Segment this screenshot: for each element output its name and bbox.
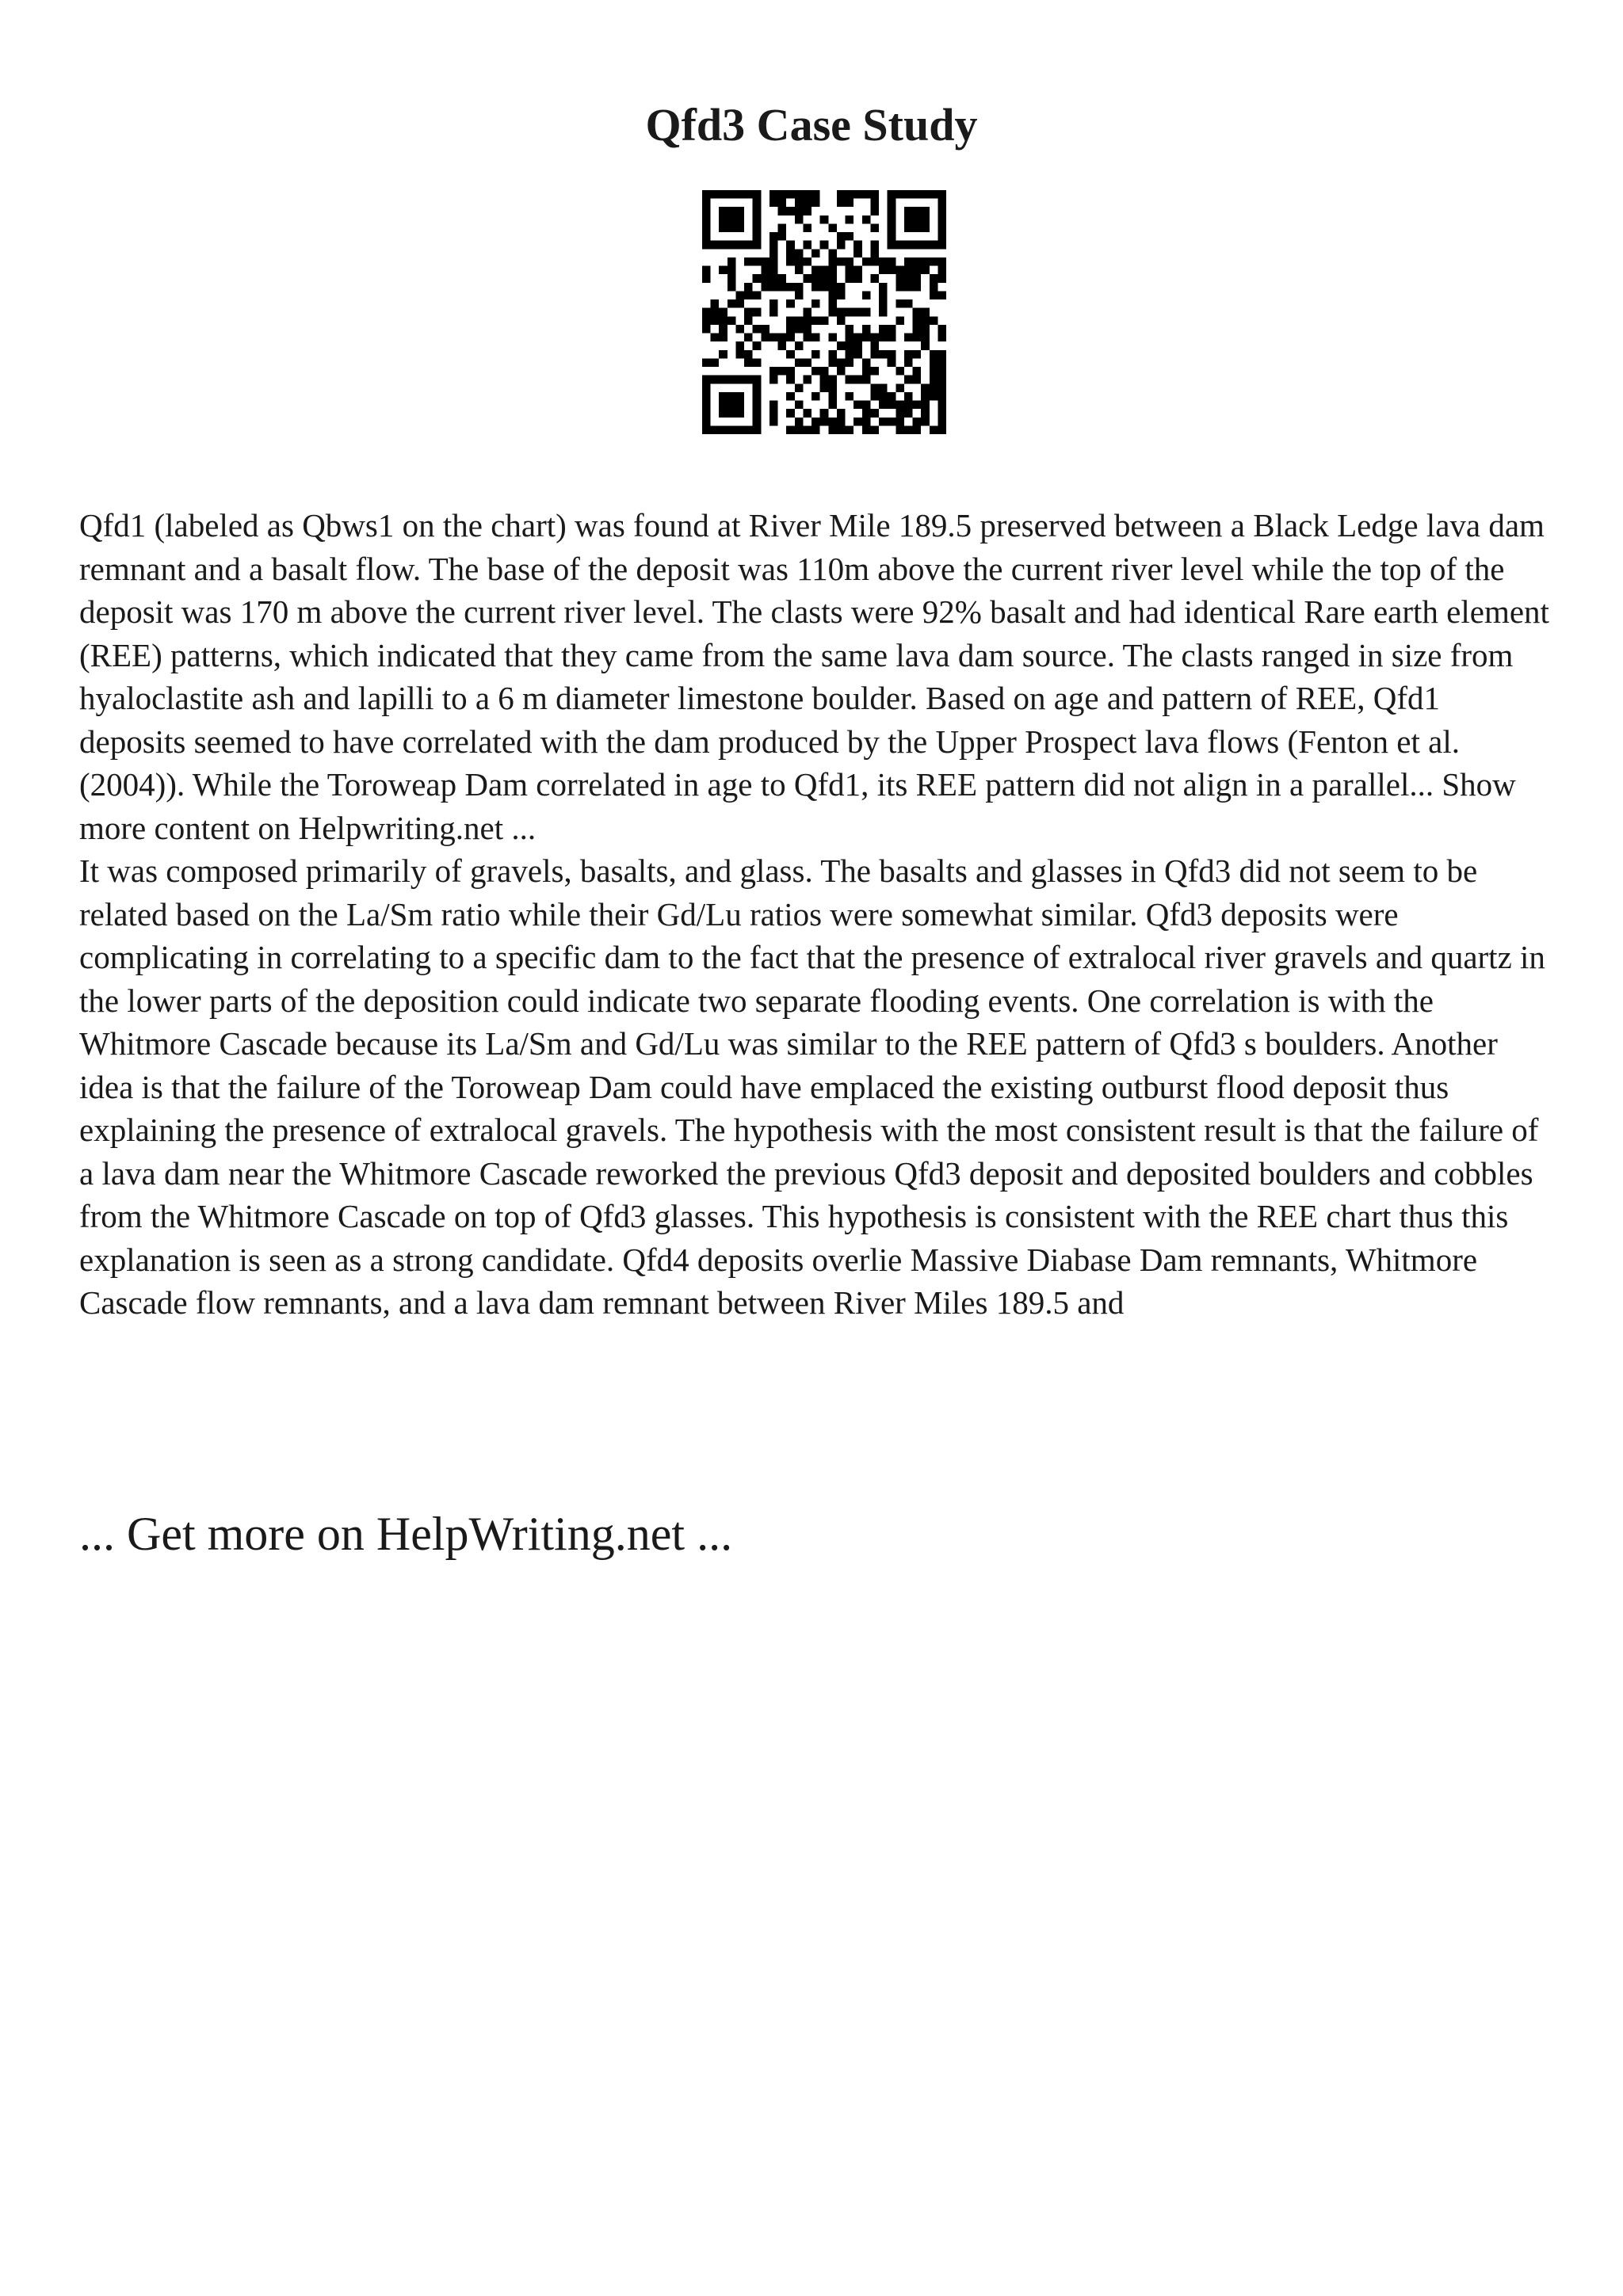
get-more-link[interactable]: ... Get more on HelpWriting.net ... xyxy=(79,1508,733,1560)
page-title: Qfd3 Case Study xyxy=(645,99,978,151)
qr-code-icon[interactable] xyxy=(702,190,946,434)
paragraph-1: Qfd1 (labeled as Qbws1 on the chart) was found at River Mile 189.5 preserved between a Black Ledge lava dam remnant and a basalt flow. The base of the deposit was 110m above the current river level while the top of the deposit was 170 m above the current river level. The clasts were 92% basalt and had identical Rare earth element (REE) patterns, which indicated that they came from the same lava dam source. The clasts ranged in size from hyaloclastite ash and lapilli to a 6 m diameter limestone boulder. Based on age and pattern of REE, Qfd1 deposits seemed to have correlated with the dam produced by the Upper Prospect lava flows (Fenton et al. (2004)). While the Toroweap Dam correlated in age to Qfd1, its REE pattern did not align in a parallel... Show more content on Helpwriting.net ... xyxy=(79,507,1549,846)
article-body xyxy=(79,504,1553,1325)
paragraph-2: It was composed primarily of gravels, basalts, and glass. The basalts and glasses in Qfd3 did not seem to be related based on the La/Sm ratio while their Gd/Lu ratios were somewhat similar. Qfd3 deposits were complicating in correlating to a specific dam to the fact that the presence of extralocal river gravels and quartz in the lower parts of the deposition could indicate two separate flooding events. One correlation is with the Whitmore Cascade because its La/Sm and Gd/Lu was similar to the REE pattern of Qfd3 s boulders. Another idea is that the failure of the Toroweap Dam could have emplaced the existing outburst flood deposit thus explaining the presence of extralocal gravels. The hypothesis with the most consistent result is that the failure of a lava dam near the Whitmore Cascade reworked the previous Qfd3 deposit and deposited boulders and cobbles from the Whitmore Cascade on top of Qfd3 glasses. This hypothesis is consistent with the REE chart thus this explanation is seen as a strong candidate. Qfd4 deposits overlie Massive Diabase Dam remnants, Whitmore Cascade flow remnants, and a lava dam remnant between River Miles 189.5 and xyxy=(79,852,1545,1321)
